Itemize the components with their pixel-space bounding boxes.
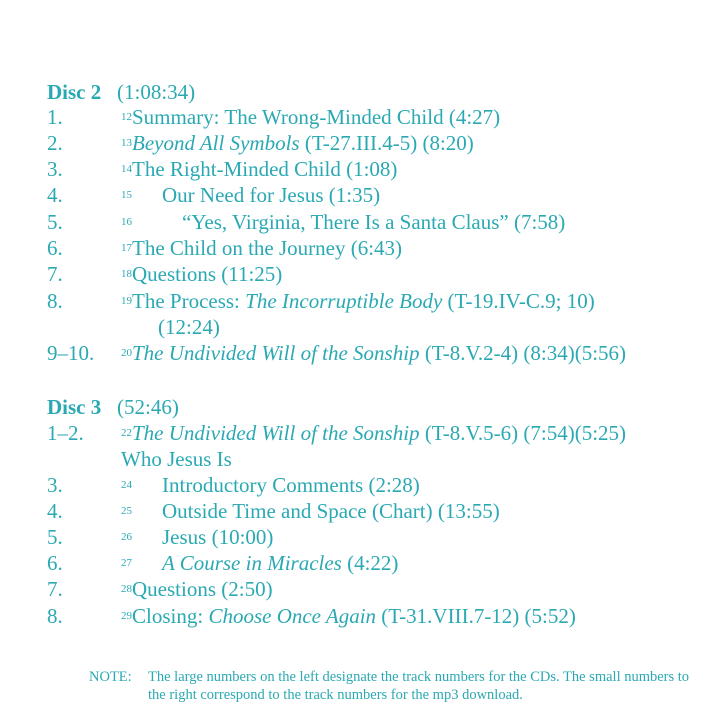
cd-track-number: 8. bbox=[47, 289, 63, 313]
disc-3-duration: (52:46) bbox=[117, 395, 179, 419]
cd-track-number: 3. bbox=[47, 157, 63, 181]
mp3-track-number: 28 bbox=[121, 583, 132, 595]
track-content bbox=[121, 182, 380, 208]
track-reference: (T-19.IV-C.9; 10) bbox=[442, 289, 595, 313]
disc-3-heading bbox=[47, 394, 179, 420]
cd-track-number: 1–2. bbox=[47, 421, 84, 445]
section-title: Who Jesus Is bbox=[121, 447, 232, 471]
track-title: Our Need for Jesus (1:35) bbox=[162, 183, 381, 207]
track-title: Introductory Comments (2:28) bbox=[162, 473, 420, 497]
track-reference: (T-27.III.4-5) (8:20) bbox=[299, 131, 474, 155]
track-content bbox=[121, 261, 282, 287]
cd-track-number: 6. bbox=[47, 236, 63, 260]
cd-track-number: 4. bbox=[47, 183, 63, 207]
track-title: The Process: bbox=[132, 289, 246, 313]
track-title-italic: The Undivided Will of the Sonship bbox=[132, 341, 420, 365]
mp3-track-number: 13 bbox=[121, 137, 132, 149]
track-content bbox=[121, 235, 402, 261]
cd-track-number: 8. bbox=[47, 604, 63, 628]
track-title-italic: The Undivided Will of the Sonship bbox=[132, 421, 420, 445]
track-title: Outside Time and Space (Chart) (13:55) bbox=[162, 499, 500, 523]
mp3-track-number: 25 bbox=[121, 505, 132, 517]
mp3-track-number: 22 bbox=[121, 427, 132, 439]
mp3-track-number: 16 bbox=[121, 216, 132, 228]
mp3-track-number: 15 bbox=[121, 189, 132, 201]
track-content bbox=[121, 472, 420, 498]
cd-track-number: 5. bbox=[47, 525, 63, 549]
track-reference: (T-8.V.5-6) (7:54)(5:25) bbox=[419, 421, 627, 445]
note-label: NOTE: bbox=[89, 669, 132, 685]
track-content bbox=[121, 576, 273, 602]
cd-track-number: 3. bbox=[47, 473, 63, 497]
mp3-track-number: 17 bbox=[121, 242, 132, 254]
mp3-track-number: 12 bbox=[121, 111, 132, 123]
track-content bbox=[121, 550, 398, 576]
cd-track-number: 9–10. bbox=[47, 341, 95, 365]
track-title: Closing: bbox=[132, 604, 209, 628]
track-content bbox=[121, 156, 397, 182]
track-content bbox=[121, 498, 500, 524]
track-title: Jesus (10:00) bbox=[162, 525, 274, 549]
mp3-track-number: 26 bbox=[121, 531, 132, 543]
track-content bbox=[121, 130, 474, 156]
track-content bbox=[121, 209, 565, 235]
track-title: “Yes, Virginia, There Is a Santa Claus” (7:58) bbox=[182, 210, 566, 234]
cd-track-number: 2. bbox=[47, 131, 63, 155]
track-content bbox=[121, 288, 595, 314]
track-content bbox=[121, 603, 576, 629]
track-reference: (T-8.V.2-4) (8:34)(5:56) bbox=[419, 341, 627, 365]
track-title: The Right-Minded Child (1:08) bbox=[132, 157, 398, 181]
mp3-track-number: 27 bbox=[121, 557, 132, 569]
mp3-track-number: 19 bbox=[121, 295, 132, 307]
mp3-track-number: 20 bbox=[121, 347, 132, 359]
note-text: The large numbers on the left designate the track numbers for the CDs. The small numbers to the right correspond to the track numbers for the mp3 download. bbox=[148, 669, 690, 703]
cd-track-number: 1. bbox=[47, 105, 63, 129]
track-content bbox=[121, 340, 626, 366]
cd-track-number: 7. bbox=[47, 262, 63, 286]
track-reference: (4:22) bbox=[341, 551, 399, 575]
mp3-track-number: 24 bbox=[121, 479, 132, 491]
track-content bbox=[121, 524, 273, 550]
cd-track-number: 5. bbox=[47, 210, 63, 234]
cd-track-number: 4. bbox=[47, 499, 63, 523]
track-title: The Child on the Journey (6:43) bbox=[132, 236, 403, 260]
mp3-track-number: 14 bbox=[121, 163, 132, 175]
track-content bbox=[121, 104, 500, 130]
disc-2-heading bbox=[47, 79, 195, 105]
disc-2-duration: (1:08:34) bbox=[117, 80, 196, 104]
track-title-italic: A Course in Miracles bbox=[162, 551, 342, 575]
track-title-italic: Beyond All Symbols bbox=[132, 131, 300, 155]
track-content bbox=[121, 420, 626, 446]
cd-track-number: 6. bbox=[47, 551, 63, 575]
track-duration: (12:24) bbox=[158, 315, 220, 339]
track-title: Summary: The Wrong-Minded Child (4:27) bbox=[132, 105, 501, 129]
track-title: Questions (11:25) bbox=[132, 262, 283, 286]
track-title-italic: The Incorruptible Body bbox=[245, 289, 443, 313]
track-reference: (T-31.VIII.7-12) (5:52) bbox=[376, 604, 576, 628]
mp3-track-number: 18 bbox=[121, 268, 132, 280]
track-title: Questions (2:50) bbox=[132, 577, 273, 601]
cd-track-number: 7. bbox=[47, 577, 63, 601]
disc-3-label: Disc 3 bbox=[47, 395, 102, 419]
disc-2-label: Disc 2 bbox=[47, 80, 102, 104]
mp3-track-number: 29 bbox=[121, 610, 132, 622]
track-title-italic: Choose Once Again bbox=[208, 604, 377, 628]
